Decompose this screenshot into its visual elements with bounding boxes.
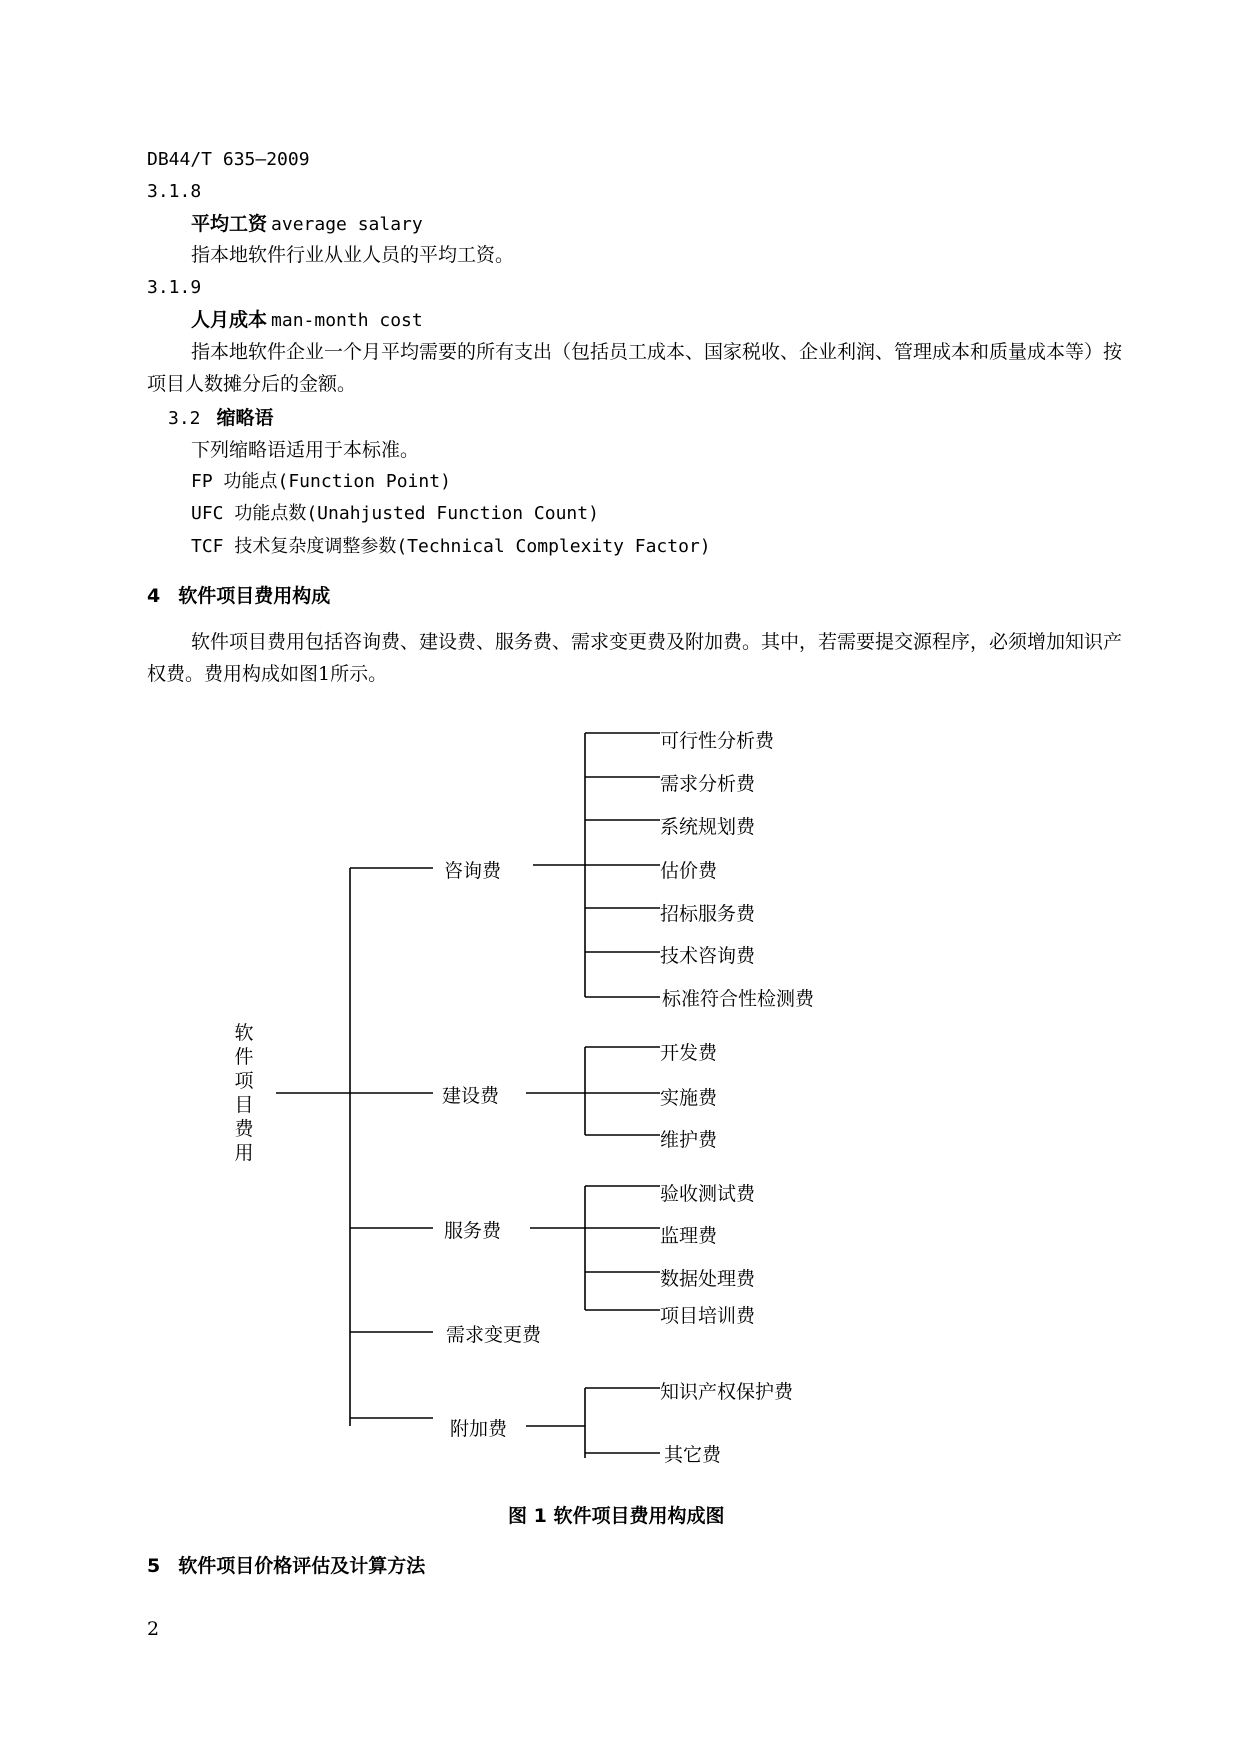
term-en: man-month cost — [271, 310, 423, 331]
root-char: 费 — [234, 1118, 254, 1140]
leaf-label: 标准符合性检测费 — [662, 988, 815, 1010]
root-char: 项 — [234, 1070, 254, 1092]
leaf-label: 数据处理费 — [660, 1268, 756, 1290]
clause-number-3-1-9: 3.1.9 — [147, 277, 202, 298]
branch-label-consulting: 咨询费 — [444, 860, 502, 882]
term-zh: 人月成本 — [191, 309, 268, 331]
leaf-label: 系统规划费 — [660, 816, 756, 838]
section-number: 3.2 — [168, 408, 201, 429]
leaf-label: 招标服务费 — [660, 903, 756, 925]
abbreviation-item: UFC 功能点数(Unahjusted Function Count) — [191, 503, 599, 524]
leaf-label: 估价费 — [660, 860, 718, 882]
branch-label-additional: 附加费 — [450, 1418, 508, 1440]
leaf-label: 其它费 — [664, 1444, 722, 1466]
root-char: 件 — [234, 1046, 254, 1068]
definition-3-1-8: 指本地软件行业从业人员的平均工资。 — [191, 244, 515, 266]
branch-label-construction: 建设费 — [442, 1085, 500, 1107]
root-label — [234, 1022, 254, 1164]
leaf-label: 维护费 — [660, 1129, 718, 1151]
term-zh: 平均工资 — [191, 213, 268, 235]
leaf-label: 项目培训费 — [660, 1305, 756, 1327]
root-char: 目 — [234, 1094, 254, 1116]
section-title: 软件项目价格评估及计算方法 — [178, 1555, 426, 1577]
section-number: 4 — [147, 585, 161, 607]
section-number: 5 — [147, 1555, 161, 1577]
page-number: 2 — [147, 1618, 160, 1640]
leaf-label: 实施费 — [660, 1087, 718, 1109]
leaf-label: 技术咨询费 — [660, 945, 756, 967]
document-code: DB44/T 635—2009 — [147, 149, 310, 170]
abbreviation-item: TCF 技术复杂度调整参数(Technical Complexity Factor) — [191, 536, 711, 557]
leaf-label: 知识产权保护费 — [660, 1381, 794, 1403]
branch-label-change: 需求变更费 — [446, 1324, 542, 1346]
root-char: 用 — [234, 1142, 254, 1164]
figure-caption: 图 1 软件项目费用构成图 — [508, 1505, 725, 1527]
section-heading-5 — [147, 1554, 425, 1580]
clause-number-3-1-8: 3.1.8 — [147, 181, 202, 202]
leaf-label: 监理费 — [660, 1225, 718, 1247]
term-en: average salary — [271, 214, 423, 235]
leaf-label: 需求分析费 — [660, 773, 756, 795]
leaf-label: 可行性分析费 — [660, 730, 775, 752]
section-4-body: 软件项目费用包括咨询费、建设费、服务费、需求变更费及附加费。其中，若需要提交源程序，必须增加知识产权费。费用构成如图1所示。 — [147, 631, 1123, 685]
section-title: 缩略语 — [216, 407, 274, 429]
definition-3-1-9: 指本地软件企业一个月平均需要的所有支出（包括员工成本、国家税收、企业利润、管理成本和质量成本等）按项目人数摊分后的金额。 — [147, 341, 1123, 395]
abbreviation-item: FP 功能点(Function Point) — [191, 471, 451, 492]
branch-label-service: 服务费 — [444, 1220, 502, 1242]
section-title: 软件项目费用构成 — [178, 585, 331, 607]
leaf-label: 开发费 — [660, 1042, 718, 1064]
leaf-label: 验收测试费 — [660, 1183, 756, 1205]
root-char: 软 — [234, 1022, 254, 1044]
abbreviations-intro: 下列缩略语适用于本标准。 — [191, 439, 420, 461]
